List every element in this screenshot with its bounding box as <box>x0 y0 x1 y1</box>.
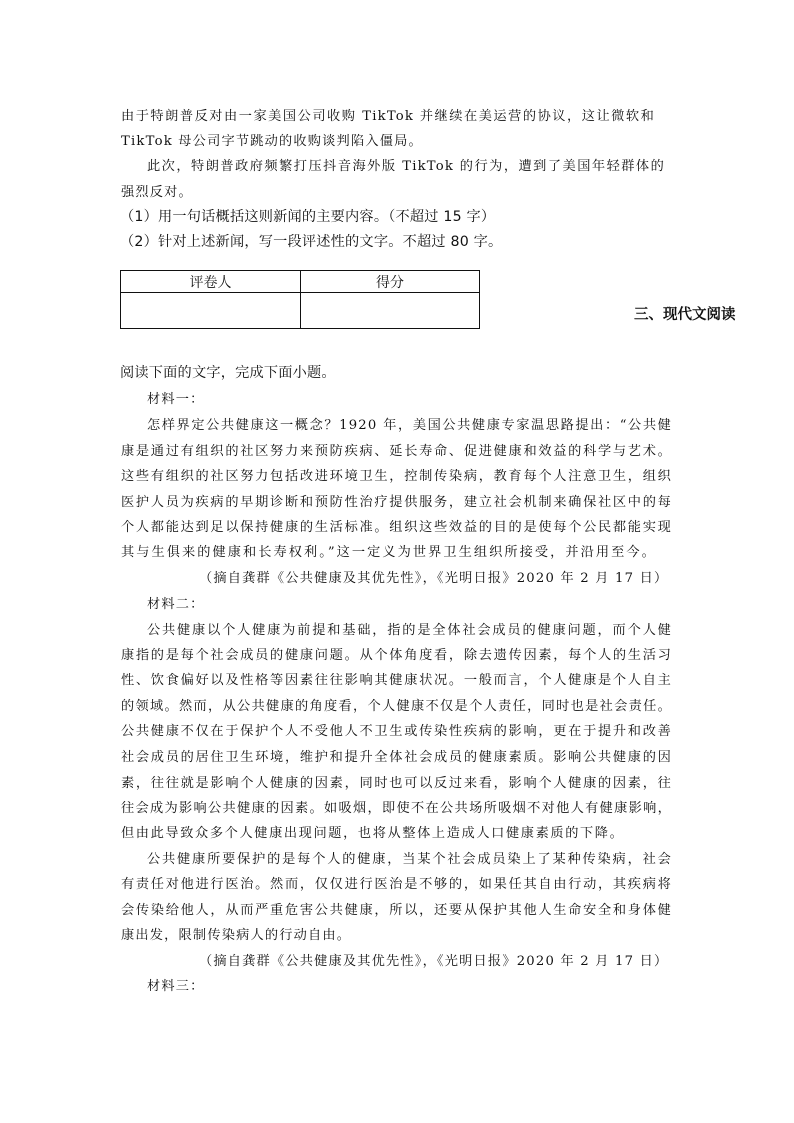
material-2-line: 公共健康以个人健康为前提和基础，指的是全体社会成员的健康问题，而个人健 <box>147 623 672 638</box>
reading-instruction: 阅读下面的文字，完成下面小题。 <box>120 365 336 381</box>
material-2-line: 社会成员的居住卫生环境，维护和提升全体社会成员的健康素质。影响公共健康的因 <box>121 750 672 765</box>
question-2: （2）针对上述新闻，写一段评述性的文字。不超过 80 字。 <box>120 234 503 250</box>
material-3-label: 材料三： <box>147 979 205 994</box>
material-1-label: 材料一： <box>147 392 205 407</box>
material-1-line: 医护人员为疾病的早期诊断和预防性治疗提供服务，建立社会机制来确保社区中的每 <box>121 495 672 510</box>
grader-header: 评卷人 <box>121 271 301 293</box>
material-2-para2-line: 公共健康所要保护的是每个人的健康，当某个社会成员染上了某种传染病，社会 <box>147 852 672 867</box>
material-2-label: 材料二： <box>147 597 205 612</box>
material-1-line: 个人都能达到足以保持健康的生活标准。组织这些效益的目的是使每个公民都能实现 <box>121 520 672 535</box>
material-1-line: 其与生俱来的健康和长寿权利。”这一定义为世界卫生组织所接受，并沿用至今。 <box>121 545 656 560</box>
material-2-source: （摘自龚群《公共健康及其优先性》，《光明日报》2020 年 2 月 17 日） <box>199 954 669 969</box>
material-2-para2-line: 会传染给他人，从而严重危害公共健康，所以，还要从保护其他人生命安全和身体健 <box>121 903 672 918</box>
intro-line-3: 此次，特朗普政府频繁打压抖音海外版 TikTok 的行为，遭到了美国年轻群体的 <box>147 159 665 174</box>
intro-line-1: 由于特朗普反对由一家美国公司收购 TikTok 并继续在美运营的协议，这让微软和 <box>121 109 655 124</box>
material-1-line: 怎样界定公共健康这一概念？1920 年，美国公共健康专家温思路提出：“公共健 <box>147 418 672 433</box>
material-2-para2-line: 康出发，限制传染病人的行动自由。 <box>121 928 352 943</box>
material-2-line: 的领域。然而，从公共健康的角度看，个人健康不仅是个人责任，同时也是社会责任。 <box>121 699 672 714</box>
material-2-line: 公共健康不仅在于保护个人不受他人不卫生或传染性疾病的影响，更在于提升和改善 <box>121 724 672 739</box>
material-2-para2-line: 有责任对他进行医治。然而，仅仅进行医治是不够的，如果任其自由行动，其疾病将 <box>121 877 672 892</box>
material-2-line: 素，往往就是影响个人健康的因素，同时也可以反过来看，影响个人健康的因素，往 <box>121 776 672 791</box>
material-2-line: 康指的是每个社会成员的健康问题。从个体角度看，除去遗传因素，每个人的生活习 <box>121 648 672 663</box>
material-1-source: （摘自龚群《公共健康及其优先性》，《光明日报》2020 年 2 月 17 日） <box>199 571 669 586</box>
material-2-line: 性、饮食偏好以及性格等因素往往影响其健康状况。一般而言，个人健康是个人自主 <box>121 673 672 688</box>
question-1: （1）用一句话概括这则新闻的主要内容。（不超过 15 字） <box>120 209 496 225</box>
material-1-line: 这些有组织的社区努力包括改进环境卫生，控制传染病，教育每个人注意卫生，组织 <box>121 469 672 484</box>
intro-line-2: TikTok 母公司字节跳动的收购谈判陷入僵局。 <box>121 134 423 149</box>
material-2-line: 往会成为影响公共健康的因素。如吸烟，即使不在公共场所吸烟不对他人有健康影响， <box>121 801 672 816</box>
grader-table <box>120 270 480 329</box>
intro-line-4: 强烈反对。 <box>121 185 193 200</box>
score-cell[interactable] <box>301 293 480 329</box>
score-header: 得分 <box>301 271 480 293</box>
material-2-line: 但由此导致众多个人健康出现问题，也将从整体上造成人口健康素质的下降。 <box>121 826 624 841</box>
grader-cell[interactable] <box>121 293 301 329</box>
section-title: 三、现代文阅读 <box>634 307 736 323</box>
material-1-line: 康是通过有组织的社区努力来预防疾病、延长寿命、促进健康和效益的科学与艺术。 <box>121 444 672 459</box>
